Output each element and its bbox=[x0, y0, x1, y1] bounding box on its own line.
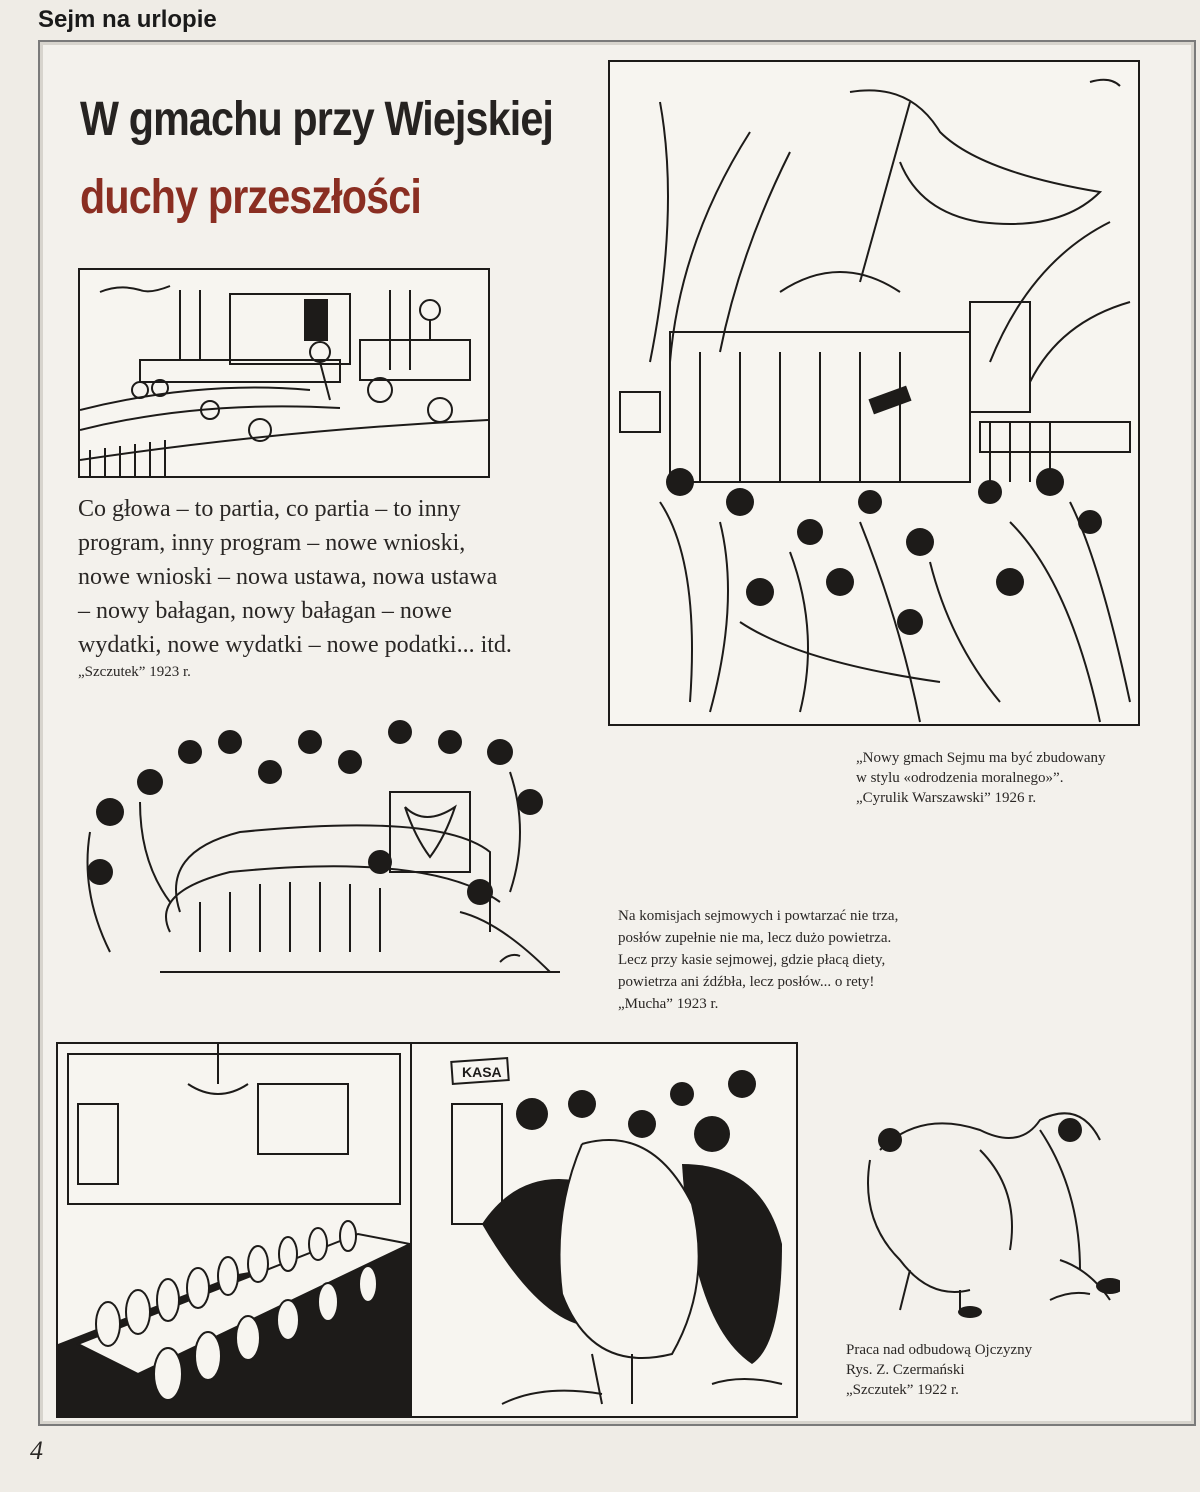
poem-line: posłów zupełnie nie ma, lecz dużo powietrza. bbox=[618, 930, 892, 946]
cartoon-chamber-fight bbox=[60, 712, 580, 982]
headline-line-2: duchy przeszłości bbox=[80, 171, 421, 224]
caption-line: Praca nad odbudową Ojczyzny bbox=[846, 1342, 1033, 1358]
kasa-sign-text: KASA bbox=[462, 1064, 502, 1080]
poem-line: Lecz przy kasie sejmowej, gdzie płacą diety, bbox=[618, 952, 886, 968]
caption-line: w stylu «odrodzenia moralnego»”. bbox=[856, 770, 1064, 786]
caption-rebuilding bbox=[846, 1340, 1032, 1400]
intro-line: program, inny program – nowe wnioski, bbox=[78, 530, 466, 556]
poem-line: „Mucha” 1923 r. bbox=[618, 996, 719, 1012]
intro-line: – nowy bałagan, nowy bałagan – nowe bbox=[78, 598, 452, 624]
caption-line: „Nowy gmach Sejmu ma być zbudowany bbox=[856, 750, 1106, 766]
poem-mucha bbox=[618, 905, 898, 1015]
poem-line: powietrza ani źdźbła, lecz posłów... o rety! bbox=[618, 974, 875, 990]
cartoon-commission-room bbox=[56, 1042, 412, 1418]
headline-line-1: W gmachu przy Wiejskiej bbox=[80, 93, 554, 146]
intro-source: „Szczutek” 1923 r. bbox=[78, 664, 191, 680]
intro-paragraph bbox=[78, 492, 570, 662]
caption-line: „Cyrulik Warszawski” 1926 r. bbox=[856, 790, 1037, 806]
poem-line: Na komisjach sejmowych i powtarzać nie trza, bbox=[618, 908, 899, 924]
caption-new-building bbox=[856, 748, 1106, 808]
intro-line: wydatki, nowe wydatki – nowe podatki... itd. bbox=[78, 632, 512, 658]
cartoon-sejm-chamber bbox=[78, 268, 490, 478]
cartoon-rebuilding-homeland bbox=[850, 1090, 1120, 1320]
cartoon-kasa-crowd bbox=[410, 1042, 798, 1418]
intro-line: nowe wnioski – nowa ustawa, nowa ustawa bbox=[78, 564, 498, 590]
intro-line: Co głowa – to partia, co partia – to inny bbox=[78, 496, 461, 522]
caption-line: „Szczutek” 1922 r. bbox=[846, 1382, 959, 1398]
section-header: Sejm na urlopie bbox=[38, 6, 217, 33]
cartoon-new-sejm-building bbox=[608, 60, 1140, 726]
page-number: 4 bbox=[30, 1436, 43, 1465]
caption-line: Rys. Z. Czermański bbox=[846, 1362, 965, 1378]
